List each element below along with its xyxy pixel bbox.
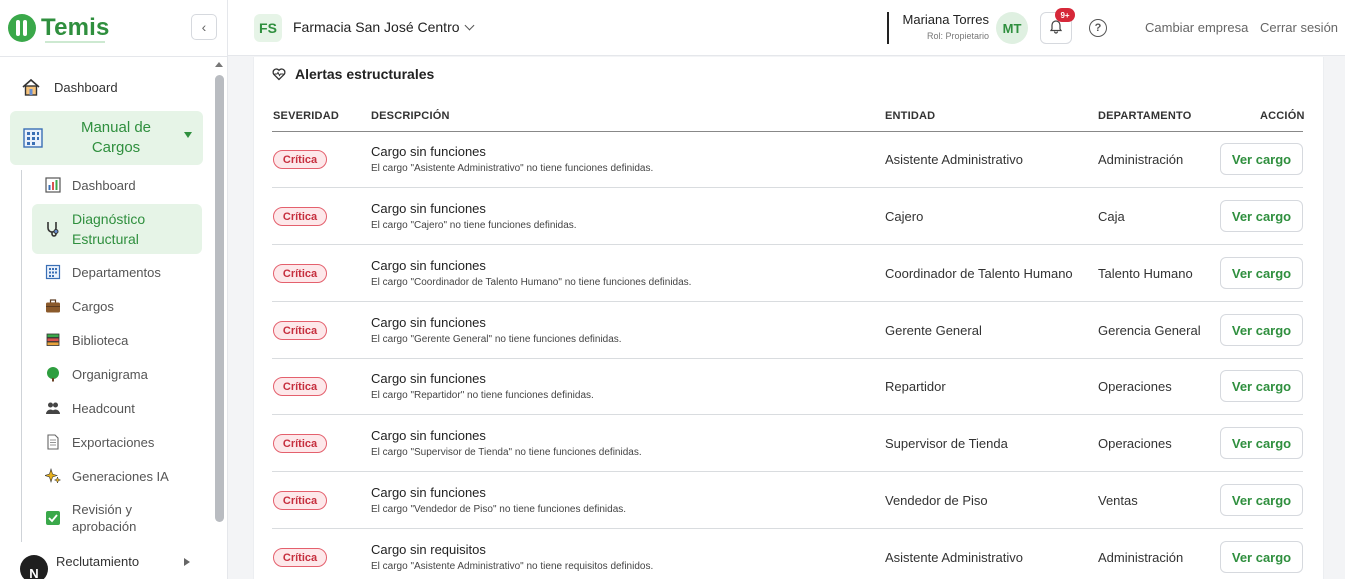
severity-badge: Crítica bbox=[273, 434, 327, 453]
people-icon bbox=[44, 399, 62, 417]
sidebar-item-label: Reclutamiento bbox=[56, 553, 140, 569]
org-avatar[interactable]: FS bbox=[254, 14, 282, 42]
notification-count-badge: 9+ bbox=[1055, 8, 1075, 22]
sidebar-subitem-departamentos[interactable] bbox=[32, 263, 202, 281]
sidebar-item-reclutamiento[interactable] bbox=[20, 550, 200, 579]
sidebar-subitem-cargos[interactable] bbox=[32, 297, 202, 315]
user-name: Mariana Torres bbox=[902, 12, 989, 27]
view-cargo-button[interactable]: Ver cargo bbox=[1220, 541, 1303, 573]
chevron-down-icon[interactable] bbox=[465, 21, 475, 31]
table-row bbox=[272, 131, 1303, 188]
sidebar-subitem-label: Generaciones IA bbox=[72, 468, 169, 484]
sidebar-item-label: Dashboard bbox=[54, 79, 118, 95]
tree-line bbox=[21, 170, 22, 542]
department-cell: Gerencia General bbox=[1098, 323, 1201, 338]
brand-tagline-decoration bbox=[45, 41, 105, 43]
sidebar-subitem-label: Biblioteca bbox=[72, 332, 129, 348]
sidebar-subitem-label: Diagnóstico Estructural bbox=[72, 211, 146, 247]
entity-cell: Coordinador de Talento Humano bbox=[885, 266, 1073, 281]
department-cell: Talento Humano bbox=[1098, 266, 1193, 281]
table-row bbox=[272, 472, 1303, 529]
help-icon[interactable]: ? bbox=[1089, 19, 1107, 37]
severity-badge: Crítica bbox=[273, 207, 327, 226]
chevron-left-icon: ‹ bbox=[201, 19, 207, 35]
table-row bbox=[272, 245, 1303, 302]
org-selector[interactable]: Farmacia San José Centro bbox=[293, 19, 460, 35]
sidebar-subitem-label: Revisión y aprobación bbox=[72, 502, 137, 534]
alert-detail: El cargo "Gerente General" no tiene funciones definidas. bbox=[371, 334, 622, 345]
entity-cell: Supervisor de Tienda bbox=[885, 436, 1008, 451]
sidebar-subitem-generaciones-ia[interactable] bbox=[32, 467, 202, 485]
sidebar-divider bbox=[0, 56, 228, 57]
entity-cell: Asistente Administrativo bbox=[885, 152, 1024, 167]
sidebar-subitem-label: Cargos bbox=[72, 298, 114, 314]
department-cell: Ventas bbox=[1098, 493, 1138, 508]
column-header-department: DEPARTAMENTO bbox=[1098, 110, 1192, 122]
column-header-action: ACCIÓN bbox=[1260, 110, 1305, 122]
sidebar bbox=[0, 0, 228, 579]
view-cargo-button[interactable]: Ver cargo bbox=[1220, 200, 1303, 232]
sparkles-icon bbox=[44, 467, 62, 485]
check-box-icon bbox=[44, 509, 62, 527]
sidebar-group-label: Manual de Cargos bbox=[80, 119, 152, 156]
department-cell: Operaciones bbox=[1098, 436, 1172, 451]
document-icon bbox=[44, 433, 62, 451]
switch-company-link[interactable]: Cambiar empresa bbox=[1145, 20, 1249, 35]
view-cargo-button[interactable]: Ver cargo bbox=[1220, 370, 1303, 402]
column-header-severity: SEVERIDAD bbox=[273, 110, 339, 122]
section-title: Alertas estructurales bbox=[295, 66, 435, 82]
entity-cell: Cajero bbox=[885, 209, 924, 224]
caret-down-icon bbox=[184, 132, 192, 138]
alert-detail: El cargo "Coordinador de Talento Humano" no tiene funciones definidas. bbox=[371, 277, 692, 288]
collapse-sidebar-button[interactable] bbox=[191, 14, 217, 40]
bar-chart-icon bbox=[44, 176, 62, 194]
sidebar-subitem-organigrama[interactable] bbox=[32, 365, 202, 383]
view-cargo-button[interactable]: Ver cargo bbox=[1220, 143, 1303, 175]
view-cargo-button[interactable]: Ver cargo bbox=[1220, 314, 1303, 346]
severity-badge: Crítica bbox=[273, 264, 327, 283]
books-icon bbox=[44, 331, 62, 349]
severity-badge: Crítica bbox=[273, 377, 327, 396]
sidebar-scrollbar-thumb[interactable] bbox=[215, 75, 224, 522]
user-role: Rol: Propietario bbox=[926, 31, 989, 41]
table-row bbox=[272, 415, 1303, 472]
column-header-entity: ENTIDAD bbox=[885, 110, 936, 122]
sidebar-subitem-revision-aprobacion[interactable] bbox=[32, 501, 202, 535]
table-row bbox=[272, 358, 1303, 415]
sidebar-subitem-label: Organigrama bbox=[72, 366, 148, 382]
alert-title: Cargo sin funciones bbox=[371, 201, 486, 216]
severity-badge: Crítica bbox=[273, 491, 327, 510]
entity-cell: Repartidor bbox=[885, 379, 946, 394]
entity-cell: Asistente Administrativo bbox=[885, 550, 1024, 565]
department-cell: Administración bbox=[1098, 550, 1184, 565]
column-header-description: DESCRIPCIÓN bbox=[371, 110, 450, 122]
alert-detail: El cargo "Cajero" no tiene funciones definidas. bbox=[371, 220, 577, 231]
sidebar-group-manual-de-cargos[interactable] bbox=[10, 111, 203, 165]
department-cell: Administración bbox=[1098, 152, 1184, 167]
severity-badge: Crítica bbox=[273, 321, 327, 340]
building-icon bbox=[44, 263, 62, 281]
alert-title: Cargo sin funciones bbox=[371, 258, 486, 273]
stethoscope-icon bbox=[44, 220, 62, 238]
alert-detail: El cargo "Supervisor de Tienda" no tiene funciones definidas. bbox=[371, 447, 642, 458]
user-avatar[interactable]: MT bbox=[996, 12, 1028, 44]
top-header bbox=[228, 0, 1345, 56]
tree-icon bbox=[44, 365, 62, 383]
logout-link[interactable]: Cerrar sesión bbox=[1260, 20, 1339, 35]
alert-detail: El cargo "Asistente Administrativo" no tiene requisitos definidos. bbox=[371, 561, 654, 572]
view-cargo-button[interactable]: Ver cargo bbox=[1220, 257, 1303, 289]
alert-detail: El cargo "Repartidor" no tiene funciones definidas. bbox=[371, 390, 594, 401]
alert-title: Cargo sin requisitos bbox=[371, 542, 486, 557]
alert-title: Cargo sin funciones bbox=[371, 485, 486, 500]
alert-detail: El cargo "Asistente Administrativo" no tiene funciones definidas. bbox=[371, 163, 654, 174]
temis-logo-icon bbox=[8, 14, 36, 42]
avatar: N bbox=[20, 555, 48, 579]
table-row bbox=[272, 188, 1303, 245]
home-icon bbox=[20, 76, 42, 98]
sidebar-subitem-label: Departamentos bbox=[72, 264, 161, 280]
sidebar-item-dashboard[interactable] bbox=[12, 74, 202, 100]
severity-badge: Crítica bbox=[273, 548, 327, 567]
alert-title: Cargo sin funciones bbox=[371, 315, 486, 330]
entity-cell: Gerente General bbox=[885, 323, 982, 338]
alert-title: Cargo sin funciones bbox=[371, 144, 486, 159]
entity-cell: Vendedor de Piso bbox=[885, 493, 988, 508]
alert-detail: El cargo "Vendedor de Piso" no tiene funciones definidas. bbox=[371, 504, 627, 515]
sidebar-subitem-biblioteca[interactable] bbox=[32, 331, 202, 349]
sidebar-subitem-diagnostico-estructural[interactable] bbox=[32, 204, 202, 254]
table-row bbox=[272, 529, 1303, 579]
brand[interactable] bbox=[8, 12, 110, 44]
sidebar-subitem-label: Headcount bbox=[72, 400, 135, 416]
briefcase-icon bbox=[44, 297, 62, 315]
alert-title: Cargo sin funciones bbox=[371, 371, 486, 386]
department-cell: Caja bbox=[1098, 209, 1125, 224]
caret-right-icon bbox=[184, 558, 190, 566]
office-building-icon bbox=[22, 127, 44, 149]
alert-title: Cargo sin funciones bbox=[371, 428, 486, 443]
sidebar-subitem-label: Exportaciones bbox=[72, 434, 155, 450]
sidebar-subitem-dashboard[interactable] bbox=[32, 176, 202, 194]
view-cargo-button[interactable]: Ver cargo bbox=[1220, 427, 1303, 459]
department-cell: Operaciones bbox=[1098, 379, 1172, 394]
brand-name: Temis bbox=[41, 14, 110, 41]
sidebar-subitem-exportaciones[interactable] bbox=[32, 433, 202, 451]
heart-pulse-icon bbox=[272, 67, 286, 81]
scroll-up-arrow[interactable] bbox=[215, 62, 223, 67]
view-cargo-button[interactable]: Ver cargo bbox=[1220, 484, 1303, 516]
sidebar-subitem-label: Dashboard bbox=[72, 177, 136, 193]
severity-badge: Crítica bbox=[273, 150, 327, 169]
sidebar-subitem-headcount[interactable] bbox=[32, 399, 202, 417]
table-row bbox=[272, 302, 1303, 359]
